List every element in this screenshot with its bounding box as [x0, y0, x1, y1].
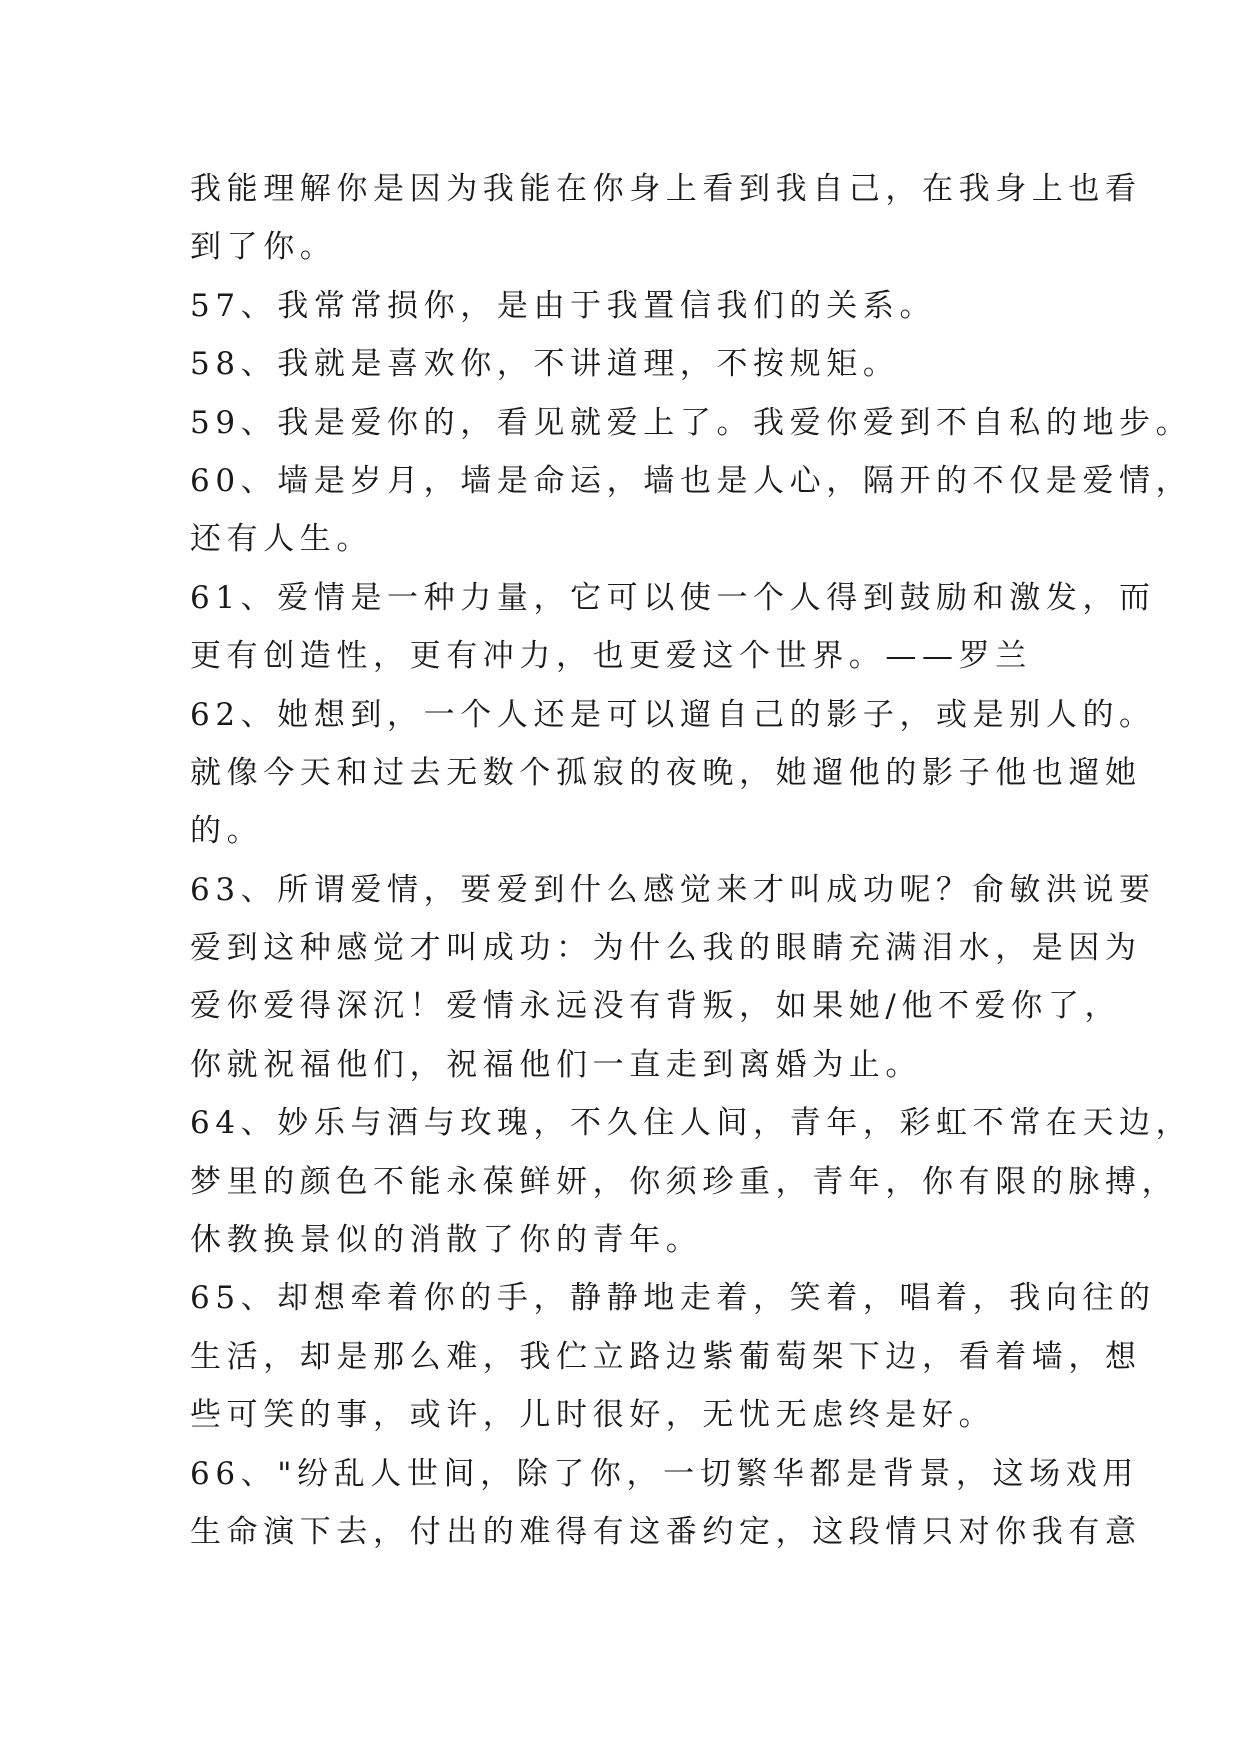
text-line: 59、我是爱你的，看见就爱上了。我爱你爱到不自私的地步。 [190, 404, 1193, 441]
text-line: 58、我就是喜欢你，不讲道理，不按规矩。 [190, 346, 900, 383]
text-line: 66、"纷乱人世间，除了你，一切繁华都是背景，这场戏用 [190, 1455, 1139, 1492]
document-body [190, 160, 1193, 1561]
text-line: 65、却想牵着你的手，静静地走着，笑着，唱着，我向往的 [190, 1280, 1156, 1317]
text-line: 生活，却是那么难，我伫立路边紫葡萄架下边，看着墙，想 [190, 1338, 1142, 1375]
text-line: 57、我常常损你，是由于我置信我们的关系。 [190, 287, 937, 324]
text-line: 62、她想到，一个人还是可以遛自己的影子，或是别人的。 [190, 696, 1156, 733]
text-line: 61、爱情是一种力量，它可以使一个人得到鼓励和激发，而 [190, 579, 1156, 616]
text-line: 生命演下去，付出的难得有这番约定，这段情只对你我有意 [190, 1513, 1142, 1550]
text-line: 到了你。 [190, 229, 337, 266]
text-line: 63、所谓爱情，要爱到什么感觉来才叫成功呢？俞敏洪说要 [190, 871, 1156, 908]
text-line: 梦里的颜色不能永葆鲜妍，你须珍重，青年，你有限的脉搏， [190, 1163, 1179, 1200]
text-line: 64、妙乐与酒与玫瑰，不久住人间，青年，彩虹不常在天边， [190, 1105, 1193, 1142]
text-line: 的。 [190, 813, 264, 850]
text-line: 些可笑的事，或许，儿时很好，无忧无虑终是好。 [190, 1397, 996, 1434]
text-line: 爱你爱得深沉！爱情永远没有背叛，如果她/他不爱你了， [190, 988, 1122, 1025]
text-line: 就像今天和过去无数个孤寂的夜晚，她遛他的影子他也遛她 [190, 754, 1142, 791]
text-line: 更有创造性，更有冲力，也更爱这个世界。——罗兰 [190, 638, 1032, 675]
text-line: 60、墙是岁月，墙是命运，墙也是人心，隔开的不仅是爱情， [190, 462, 1193, 499]
text-line: 还有人生。 [190, 521, 373, 558]
text-line: 你就祝福他们，祝福他们一直走到离婚为止。 [190, 1046, 922, 1083]
text-line: 我能理解你是因为我能在你身上看到我自己，在我身上也看 [190, 171, 1142, 207]
text-line: 爱到这种感觉才叫成功：为什么我的眼睛充满泪水，是因为 [190, 930, 1142, 967]
text-line: 休教换景似的消散了你的青年。 [190, 1222, 703, 1259]
